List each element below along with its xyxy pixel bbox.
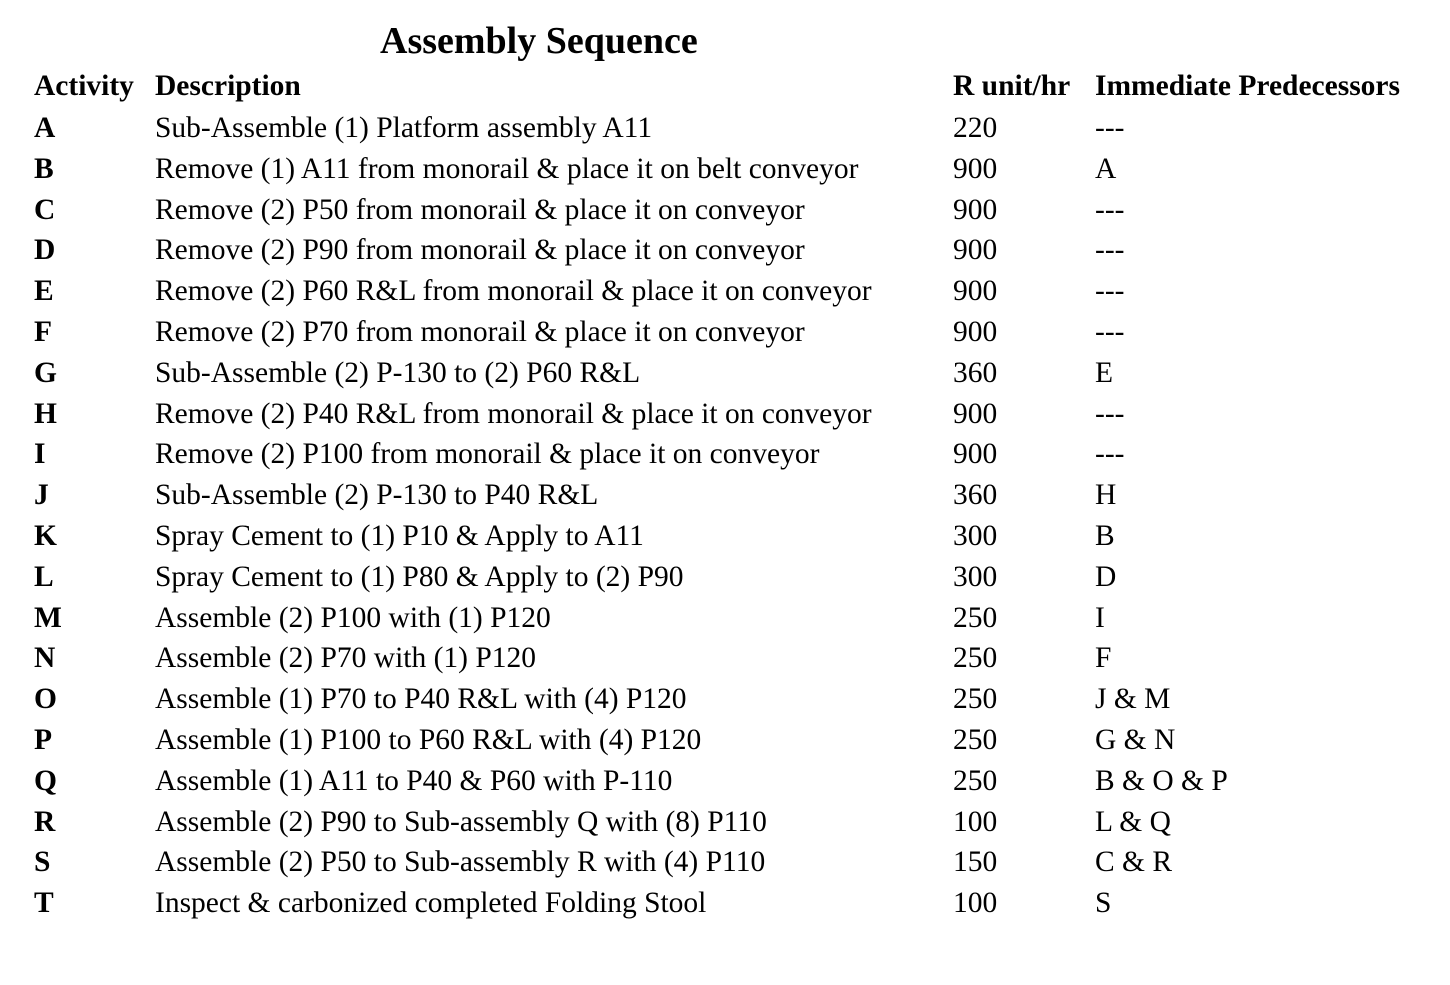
description-cell: Spray Cement to (1) P10 & Apply to A11 bbox=[155, 519, 644, 552]
predecessors-cell: C & R bbox=[1095, 846, 1173, 879]
rate-cell: 100 bbox=[953, 887, 998, 920]
rate-cell: 300 bbox=[953, 519, 998, 552]
rate-cell: 250 bbox=[953, 764, 998, 797]
activity-cell: T bbox=[34, 887, 54, 920]
table-row bbox=[0, 312, 1450, 353]
predecessors-cell: --- bbox=[1095, 193, 1125, 226]
table-row bbox=[0, 108, 1450, 149]
description-cell: Assemble (2) P100 with (1) P120 bbox=[155, 601, 551, 634]
predecessors-cell: B & O & P bbox=[1095, 764, 1228, 797]
description-cell: Inspect & carbonized completed Folding Stool bbox=[155, 887, 707, 920]
activity-cell: D bbox=[34, 234, 56, 267]
description-cell: Remove (2) P90 from monorail & place it on conveyor bbox=[155, 234, 805, 267]
activity-cell: H bbox=[34, 397, 57, 430]
table-row bbox=[0, 516, 1450, 557]
activity-cell: J bbox=[34, 479, 49, 512]
table-row bbox=[0, 394, 1450, 435]
rate-cell: 300 bbox=[953, 560, 998, 593]
activity-cell: F bbox=[34, 315, 53, 348]
rate-cell: 250 bbox=[953, 601, 998, 634]
rate-cell: 900 bbox=[953, 275, 998, 308]
activity-cell: M bbox=[34, 601, 62, 634]
predecessors-cell: F bbox=[1095, 642, 1112, 675]
header-rate: R unit/hr bbox=[953, 70, 1071, 102]
rate-cell: 360 bbox=[953, 356, 998, 389]
description-cell: Assemble (2) P50 to Sub-assembly R with (4) P110 bbox=[155, 846, 766, 879]
predecessors-cell: --- bbox=[1095, 112, 1125, 144]
table-row bbox=[0, 883, 1450, 924]
activity-cell: I bbox=[34, 438, 46, 471]
description-cell: Assemble (1) P70 to P40 R&L with (4) P120 bbox=[155, 683, 687, 716]
activity-cell: E bbox=[34, 275, 54, 308]
description-cell: Assemble (1) P100 to P60 R&L with (4) P120 bbox=[155, 723, 702, 756]
rate-cell: 900 bbox=[953, 438, 998, 471]
page-title: Assembly Sequence bbox=[380, 20, 698, 62]
description-cell: Remove (2) P50 from monorail & place it on conveyor bbox=[155, 193, 805, 226]
rate-cell: 360 bbox=[953, 479, 998, 512]
description-cell: Remove (2) P40 R&L from monorail & place it on conveyor bbox=[155, 397, 872, 430]
description-cell: Remove (1) A11 from monorail & place it on belt conveyor bbox=[155, 152, 859, 185]
activity-cell: B bbox=[34, 152, 54, 185]
table-row bbox=[0, 761, 1450, 802]
activity-cell: Q bbox=[34, 764, 57, 797]
table-header bbox=[0, 66, 1450, 107]
rate-cell: 900 bbox=[953, 193, 998, 226]
predecessors-cell: H bbox=[1095, 479, 1117, 512]
description-cell: Remove (2) P100 from monorail & place it on conveyor bbox=[155, 438, 820, 471]
predecessors-cell: L & Q bbox=[1095, 805, 1171, 838]
rate-cell: 900 bbox=[953, 234, 998, 267]
table-row bbox=[0, 679, 1450, 720]
predecessors-cell: I bbox=[1095, 601, 1105, 634]
activity-table bbox=[0, 108, 1450, 928]
table-row bbox=[0, 475, 1450, 516]
table-row bbox=[0, 598, 1450, 639]
activity-cell: A bbox=[34, 112, 56, 144]
table-row bbox=[0, 149, 1450, 190]
predecessors-cell: --- bbox=[1095, 315, 1125, 348]
header-description: Description bbox=[155, 70, 301, 102]
predecessors-cell: A bbox=[1095, 152, 1117, 185]
table-row bbox=[0, 434, 1450, 475]
rate-cell: 100 bbox=[953, 805, 998, 838]
rate-cell: 900 bbox=[953, 315, 998, 348]
description-cell: Assemble (1) A11 to P40 & P60 with P-110 bbox=[155, 764, 673, 797]
activity-cell: R bbox=[34, 805, 56, 838]
activity-cell: G bbox=[34, 356, 57, 389]
rate-cell: 900 bbox=[953, 397, 998, 430]
activity-cell: S bbox=[34, 846, 51, 879]
predecessors-cell: --- bbox=[1095, 234, 1125, 267]
table-row bbox=[0, 557, 1450, 598]
rate-cell: 900 bbox=[953, 152, 998, 185]
table-row bbox=[0, 720, 1450, 761]
description-cell: Remove (2) P60 R&L from monorail & place it on conveyor bbox=[155, 275, 872, 308]
predecessors-cell: J & M bbox=[1095, 683, 1171, 716]
description-cell: Assemble (2) P90 to Sub-assembly Q with (8) P110 bbox=[155, 805, 767, 838]
predecessors-cell: --- bbox=[1095, 275, 1125, 308]
rate-cell: 220 bbox=[953, 112, 998, 144]
description-cell: Sub-Assemble (1) Platform assembly A11 bbox=[155, 112, 653, 144]
rate-cell: 150 bbox=[953, 846, 998, 879]
table-row bbox=[0, 190, 1450, 231]
predecessors-cell: --- bbox=[1095, 438, 1125, 471]
description-cell: Assemble (2) P70 with (1) P120 bbox=[155, 642, 537, 675]
rate-cell: 250 bbox=[953, 642, 998, 675]
description-cell: Sub-Assemble (2) P-130 to (2) P60 R&L bbox=[155, 356, 641, 389]
predecessors-cell: B bbox=[1095, 519, 1115, 552]
predecessors-cell: S bbox=[1095, 887, 1112, 920]
table-row bbox=[0, 230, 1450, 271]
header-predecessors: Immediate Predecessors bbox=[1095, 70, 1401, 102]
header-activity: Activity bbox=[34, 70, 134, 102]
table-row bbox=[0, 842, 1450, 883]
table-row bbox=[0, 353, 1450, 394]
description-cell: Sub-Assemble (2) P-130 to P40 R&L bbox=[155, 479, 599, 512]
activity-cell: N bbox=[34, 642, 56, 675]
activity-cell: P bbox=[34, 723, 53, 756]
activity-cell: L bbox=[34, 560, 54, 593]
activity-cell: O bbox=[34, 683, 57, 716]
table-row bbox=[0, 271, 1450, 312]
predecessors-cell: D bbox=[1095, 560, 1117, 593]
activity-cell: K bbox=[34, 519, 57, 552]
predecessors-cell: E bbox=[1095, 356, 1114, 389]
description-cell: Remove (2) P70 from monorail & place it on conveyor bbox=[155, 315, 805, 348]
rate-cell: 250 bbox=[953, 683, 998, 716]
predecessors-cell: G & N bbox=[1095, 723, 1176, 756]
predecessors-cell: --- bbox=[1095, 397, 1125, 430]
rate-cell: 250 bbox=[953, 723, 998, 756]
table-row bbox=[0, 638, 1450, 679]
table-row bbox=[0, 802, 1450, 843]
description-cell: Spray Cement to (1) P80 & Apply to (2) P90 bbox=[155, 560, 684, 593]
activity-cell: C bbox=[34, 193, 56, 226]
